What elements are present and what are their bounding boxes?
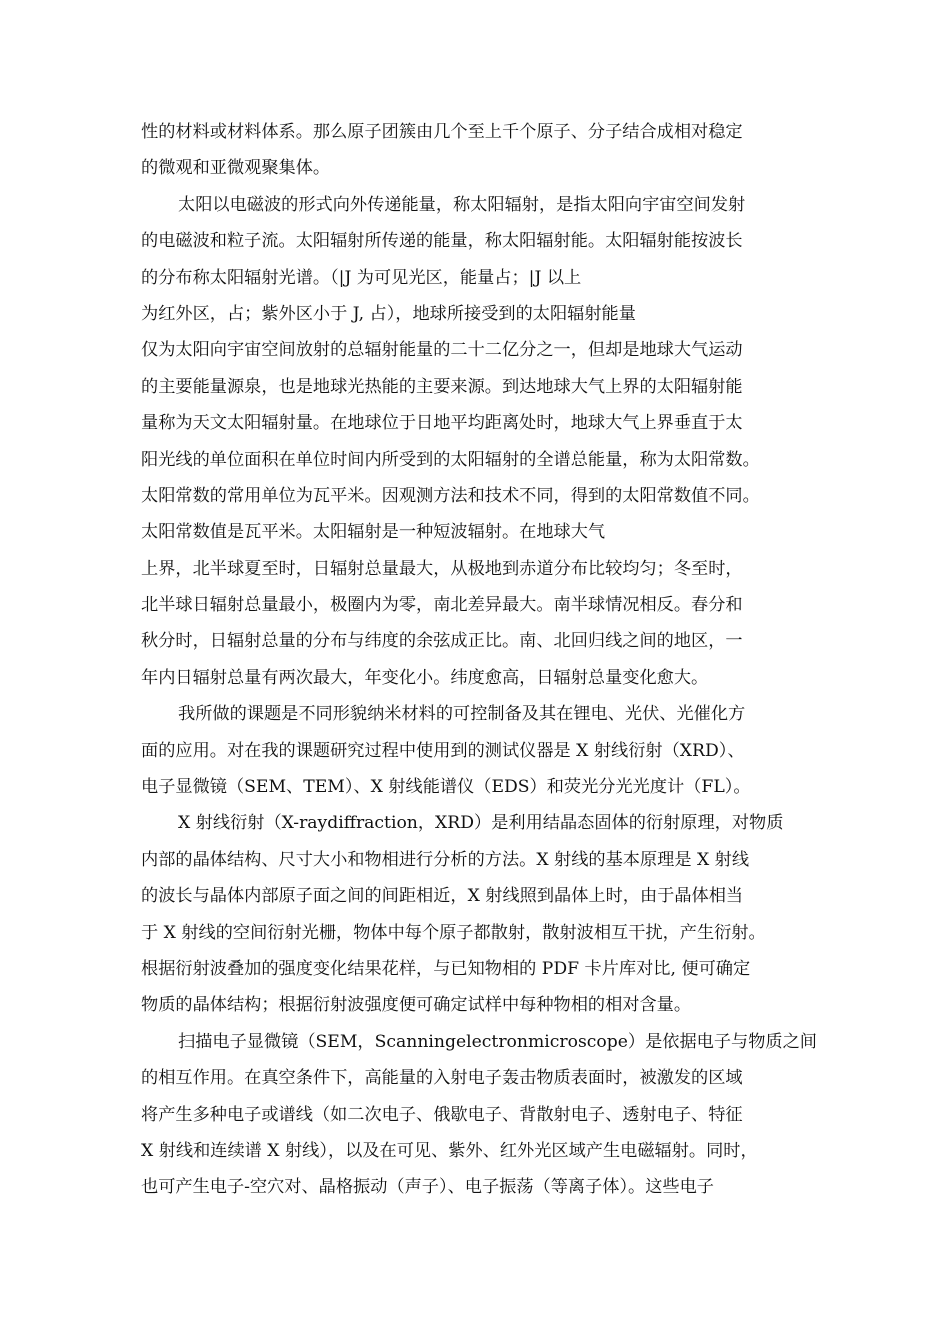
text-line: 根据衍射波叠加的强度变化结果花样，与已知物相的 PDF 卡片库对比, 便可确定 — [141, 958, 751, 979]
text-line: 的电磁波和粒子流。太阳辐射所传递的能量，称太阳辐射能。太阳辐射能按波长 — [141, 231, 743, 252]
text-line: 性的材料或材料体系。那么原子团簇由几个至上千个原子、分子结合成相对稳定 — [141, 122, 743, 142]
paragraph-first-line: X 射线衍射（X-raydiffraction，XRD）是利用结晶态固体的衍射原理，对物质 — [178, 813, 784, 834]
text-line: 也可产生电子-空穴对、晶格振动（声子）、电子振荡（等离子体）。这些电子 — [141, 1177, 714, 1198]
text-line: 为红外区，占；紫外区小于 J, 占），地球所接受到的太阳辐射能量 — [141, 303, 636, 324]
text-line: 物质的晶体结构；根据衍射波强度便可确定试样中每种物相的相对含量。 — [141, 995, 692, 1016]
text-line: 的主要能量源泉，也是地球光热能的主要来源。到达地球大气上界的太阳辐射能 — [141, 376, 743, 397]
text-line: 的微观和亚微观聚集体。 — [141, 158, 331, 179]
text-line: 北半球日辐射总量最小，极圈内为零，南北差异最大。南半球情况相反。春分和 — [141, 595, 743, 616]
text-line: 的分布称太阳辐射光谱。（|J 为可见光区，能量占；|J 以上 — [141, 267, 582, 288]
body-text — [141, 114, 831, 1206]
text-line: 太阳常数的常用单位为瓦平米。因观测方法和技术不同，得到的太阳常数值不同。 — [141, 485, 760, 506]
text-line: 年内日辐射总量有两次最大，年变化小。纬度愈高，日辐射总量变化愈大。 — [141, 667, 709, 688]
text-line: 电子显微镜（SEM、TEM）、X 射线能谱仪（EDS）和荧光分光光度计（FL）。 — [141, 777, 751, 798]
text-line: 面的应用。对在我的课题研究过程中使用到的测试仪器是 X 射线衍射（XRD）、 — [141, 740, 745, 761]
text-line: 的波长与晶体内部原子面之间的间距相近，X 射线照到晶体上时，由于晶体相当 — [141, 886, 744, 907]
text-line: 内部的晶体结构、尺寸大小和物相进行分析的方法。X 射线的基本原理是 X 射线 — [141, 849, 750, 870]
text-line: 的相互作用。在真空条件下，高能量的入射电子轰击物质表面时，被激发的区域 — [141, 1068, 743, 1089]
text-line: 将产生多种电子或谱线（如二次电子、俄歇电子、背散射电子、透射电子、特征 — [141, 1104, 743, 1125]
text-line: X 射线和连续谱 X 射线），以及在可见、紫外、红外光区域产生电磁辐射。同时， — [141, 1140, 758, 1161]
paragraph-first-line: 我所做的课题是不同形貌纳米材料的可控制备及其在锂电、光伏、光催化方 — [178, 704, 746, 725]
text-line: 上界，北半球夏至时，日辐射总量最大，从极地到赤道分布比较均匀；冬至时， — [141, 558, 743, 579]
text-line: 于 X 射线的空间衍射光栅，物体中每个原子都散射，散射波相互干扰，产生衍射。 — [141, 922, 766, 943]
text-line: 仅为太阳向宇宙空间放射的总辐射能量的二十二亿分之一，但却是地球大气运动 — [141, 340, 743, 361]
text-line: 太阳常数值是瓦平米。太阳辐射是一种短波辐射。在地球大气 — [141, 522, 606, 543]
text-line: 量称为天文太阳辐射量。在地球位于日地平均距离处时，地球大气上界垂直于太 — [141, 413, 743, 434]
text-line: 秋分时，日辐射总量的分布与纬度的余弦成正比。南、北回归线之间的地区，一 — [141, 631, 743, 652]
paragraph-first-line: 扫描电子显微镜（SEM，Scanningelectronmicroscope）是依据电子与物质之间 — [178, 1031, 817, 1052]
paragraph-first-line: 太阳以电磁波的形式向外传递能量，称太阳辐射，是指太阳向宇宙空间发射 — [178, 194, 746, 215]
text-line: 阳光线的单位面积在单位时间内所受到的太阳辐射的全谱总能量，称为太阳常数。 — [141, 449, 760, 470]
